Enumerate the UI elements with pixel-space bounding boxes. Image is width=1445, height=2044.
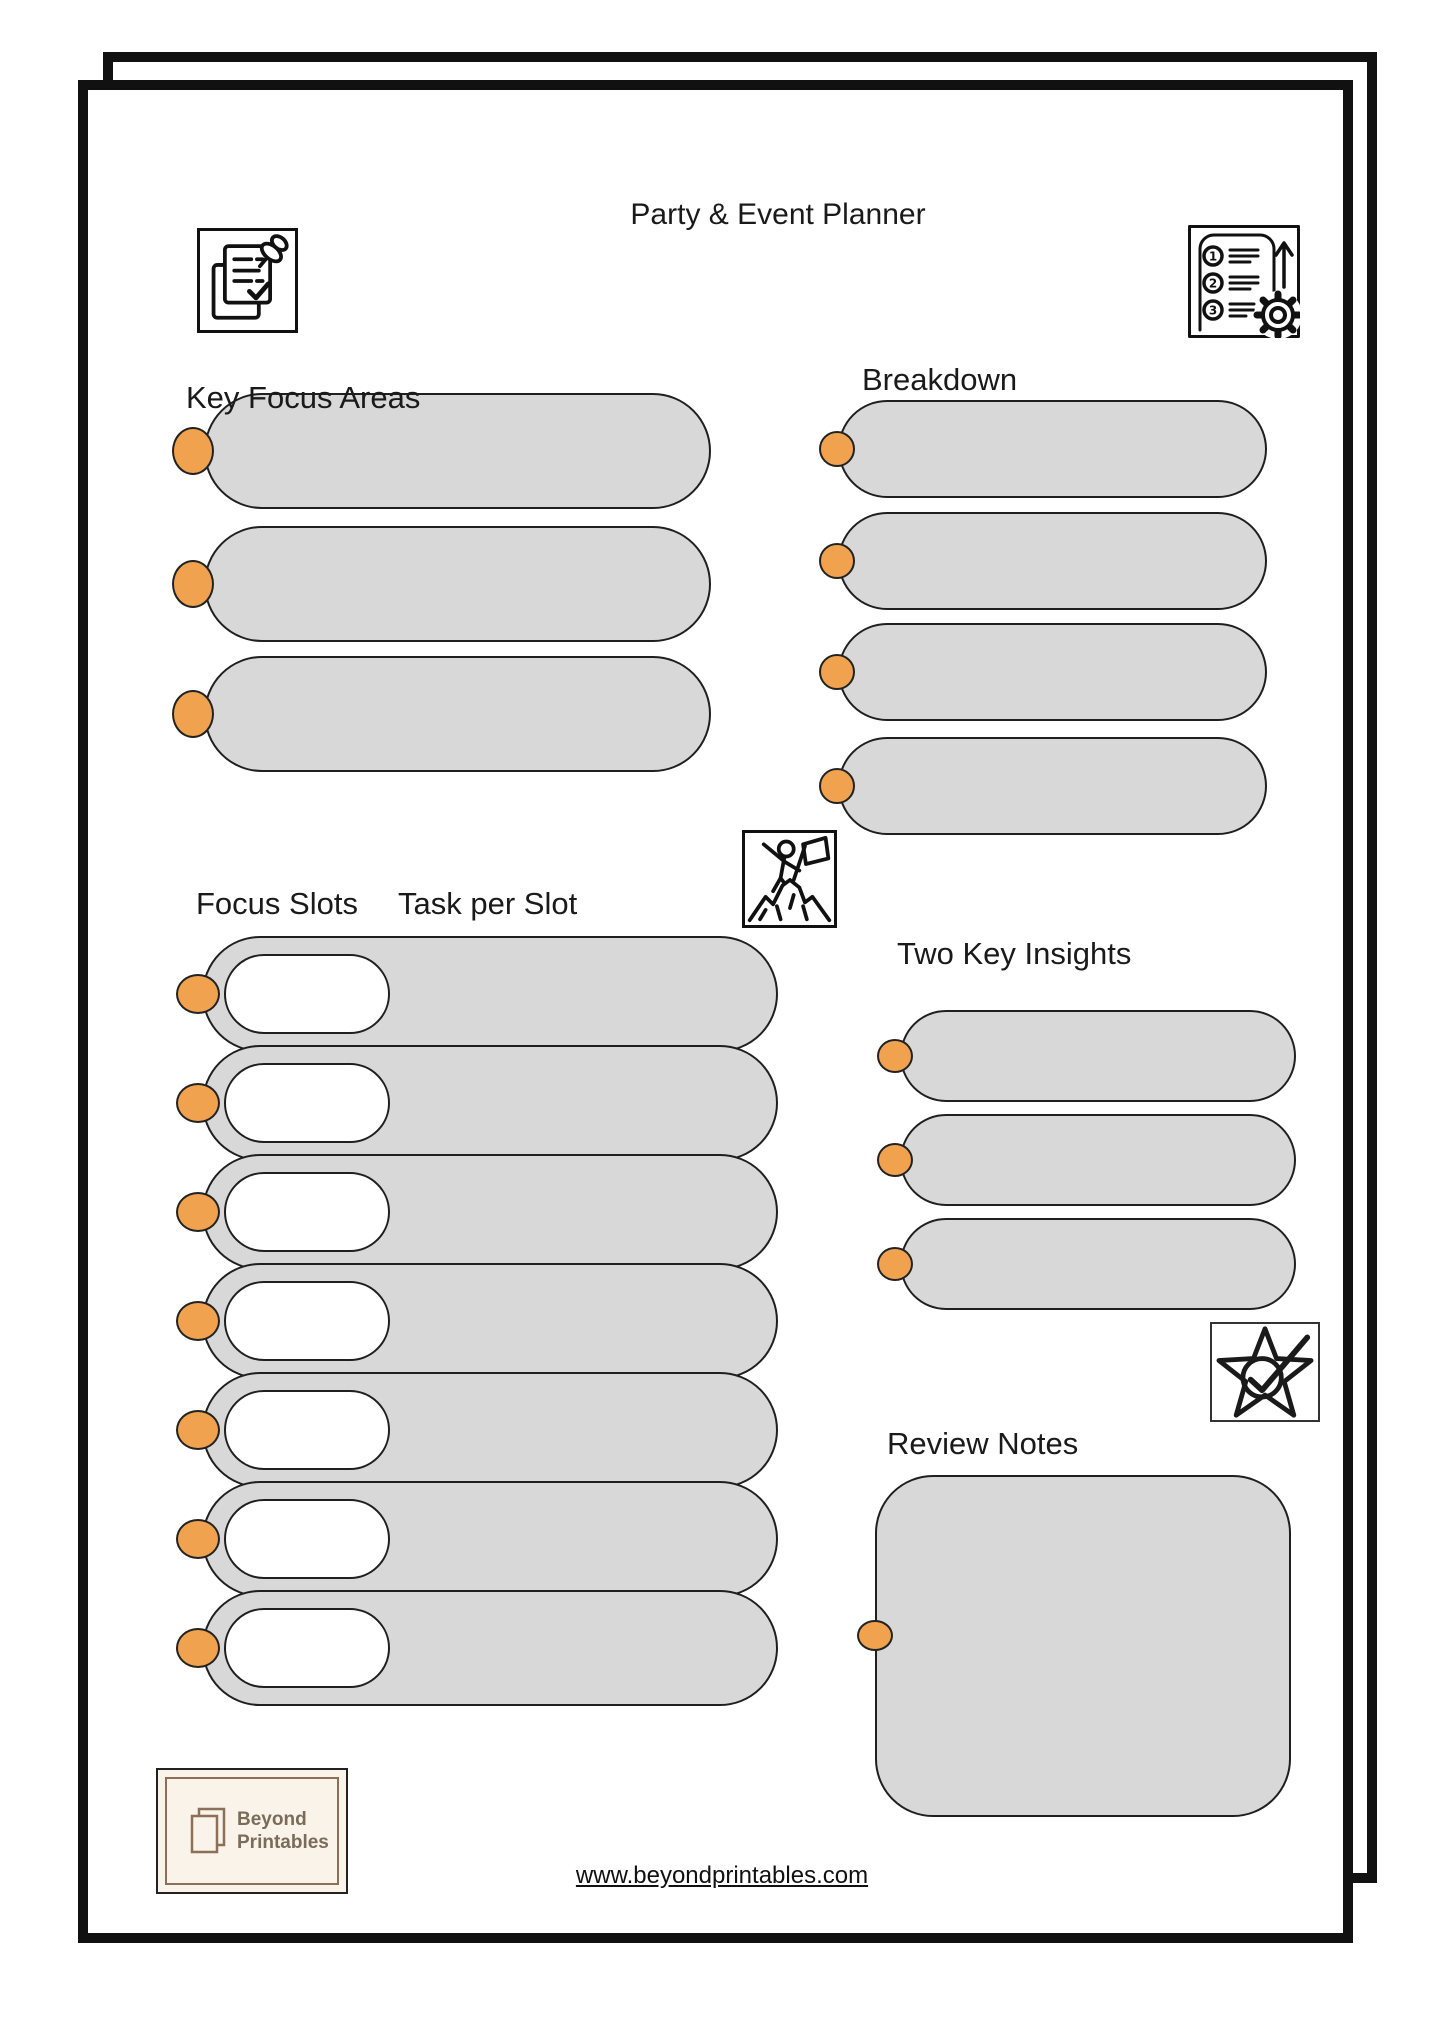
- insight-bullet-2: [877, 1143, 913, 1177]
- review-notes-heading: Review Notes: [887, 1426, 1079, 1461]
- focus-slot-row-6: [202, 1481, 778, 1597]
- stacked-pages-icon: [189, 1806, 227, 1856]
- breakdown-bullet-4: [819, 768, 855, 804]
- focus-slot-label-field-1: [224, 954, 390, 1034]
- focus-slot-bullet-1: [176, 974, 220, 1014]
- breakdown-heading: Breakdown: [862, 362, 1018, 397]
- key-focus-bullet-1: [172, 427, 214, 475]
- brand-logo-frame: [165, 1777, 339, 1885]
- breakdown-bullet-2: [819, 543, 855, 579]
- numbered-steps-gear-icon: [1188, 225, 1300, 338]
- breakdown-slot-3: [838, 623, 1267, 721]
- review-notes-bullet: [857, 1620, 893, 1651]
- focus-slot-label-field-5: [224, 1390, 390, 1470]
- insight-slot-2: [900, 1114, 1296, 1206]
- svg-text:2: 2: [1208, 276, 1218, 291]
- insight-bullet-1: [877, 1039, 913, 1073]
- breakdown-slot-1: [838, 400, 1267, 498]
- key-focus-slot-3: [204, 656, 711, 772]
- page-title: Party & Event Planner: [630, 198, 926, 231]
- review-notes-box: [875, 1475, 1291, 1817]
- summit-flag-icon: [742, 830, 837, 928]
- task-per-slot-heading: Task per Slot: [398, 886, 578, 921]
- two-key-insights-heading: Two Key Insights: [897, 936, 1132, 971]
- insight-bullet-3: [877, 1247, 913, 1281]
- focus-slot-bullet-4: [176, 1301, 220, 1341]
- focus-slot-label-field-3: [224, 1172, 390, 1252]
- focus-slot-row-4: [202, 1263, 778, 1379]
- key-focus-bullet-2: [172, 560, 214, 608]
- focus-slot-label-field-6: [224, 1499, 390, 1579]
- focus-slot-label-field-4: [224, 1281, 390, 1361]
- svg-text:3: 3: [1208, 303, 1218, 318]
- breakdown-bullet-3: [819, 654, 855, 690]
- breakdown-slot-4: [838, 737, 1267, 835]
- focus-slot-row-5: [202, 1372, 778, 1488]
- focus-slot-row-2: [202, 1045, 778, 1161]
- website-link[interactable]: www.beyondprintables.com: [575, 1862, 869, 1889]
- focus-slot-bullet-6: [176, 1519, 220, 1559]
- focus-slot-row-7: [202, 1590, 778, 1706]
- brand-logo-line1: Beyond: [237, 1809, 307, 1830]
- focus-slot-bullet-7: [176, 1628, 220, 1668]
- pinned-notes-icon: [197, 228, 298, 333]
- breakdown-bullet-1: [819, 431, 855, 467]
- brand-logo: [156, 1768, 348, 1894]
- focus-slot-bullet-5: [176, 1410, 220, 1450]
- key-focus-slot-2: [204, 526, 711, 642]
- breakdown-slot-2: [838, 512, 1267, 610]
- insight-slot-1: [900, 1010, 1296, 1102]
- focus-slot-label-field-2: [224, 1063, 390, 1143]
- key-focus-areas-heading: Key Focus Areas: [186, 380, 421, 415]
- focus-slot-bullet-3: [176, 1192, 220, 1232]
- brand-logo-text: [237, 1808, 329, 1854]
- focus-slot-label-field-7: [224, 1608, 390, 1688]
- focus-slot-row-1: [202, 936, 778, 1052]
- key-focus-bullet-3: [172, 690, 214, 738]
- svg-text:1: 1: [1208, 249, 1218, 264]
- focus-slots-heading: Focus Slots: [196, 886, 358, 921]
- focus-slot-row-3: [202, 1154, 778, 1270]
- focus-slot-bullet-2: [176, 1083, 220, 1123]
- star-check-icon: [1210, 1322, 1320, 1422]
- insight-slot-3: [900, 1218, 1296, 1310]
- brand-logo-line2: Printables: [237, 1832, 329, 1853]
